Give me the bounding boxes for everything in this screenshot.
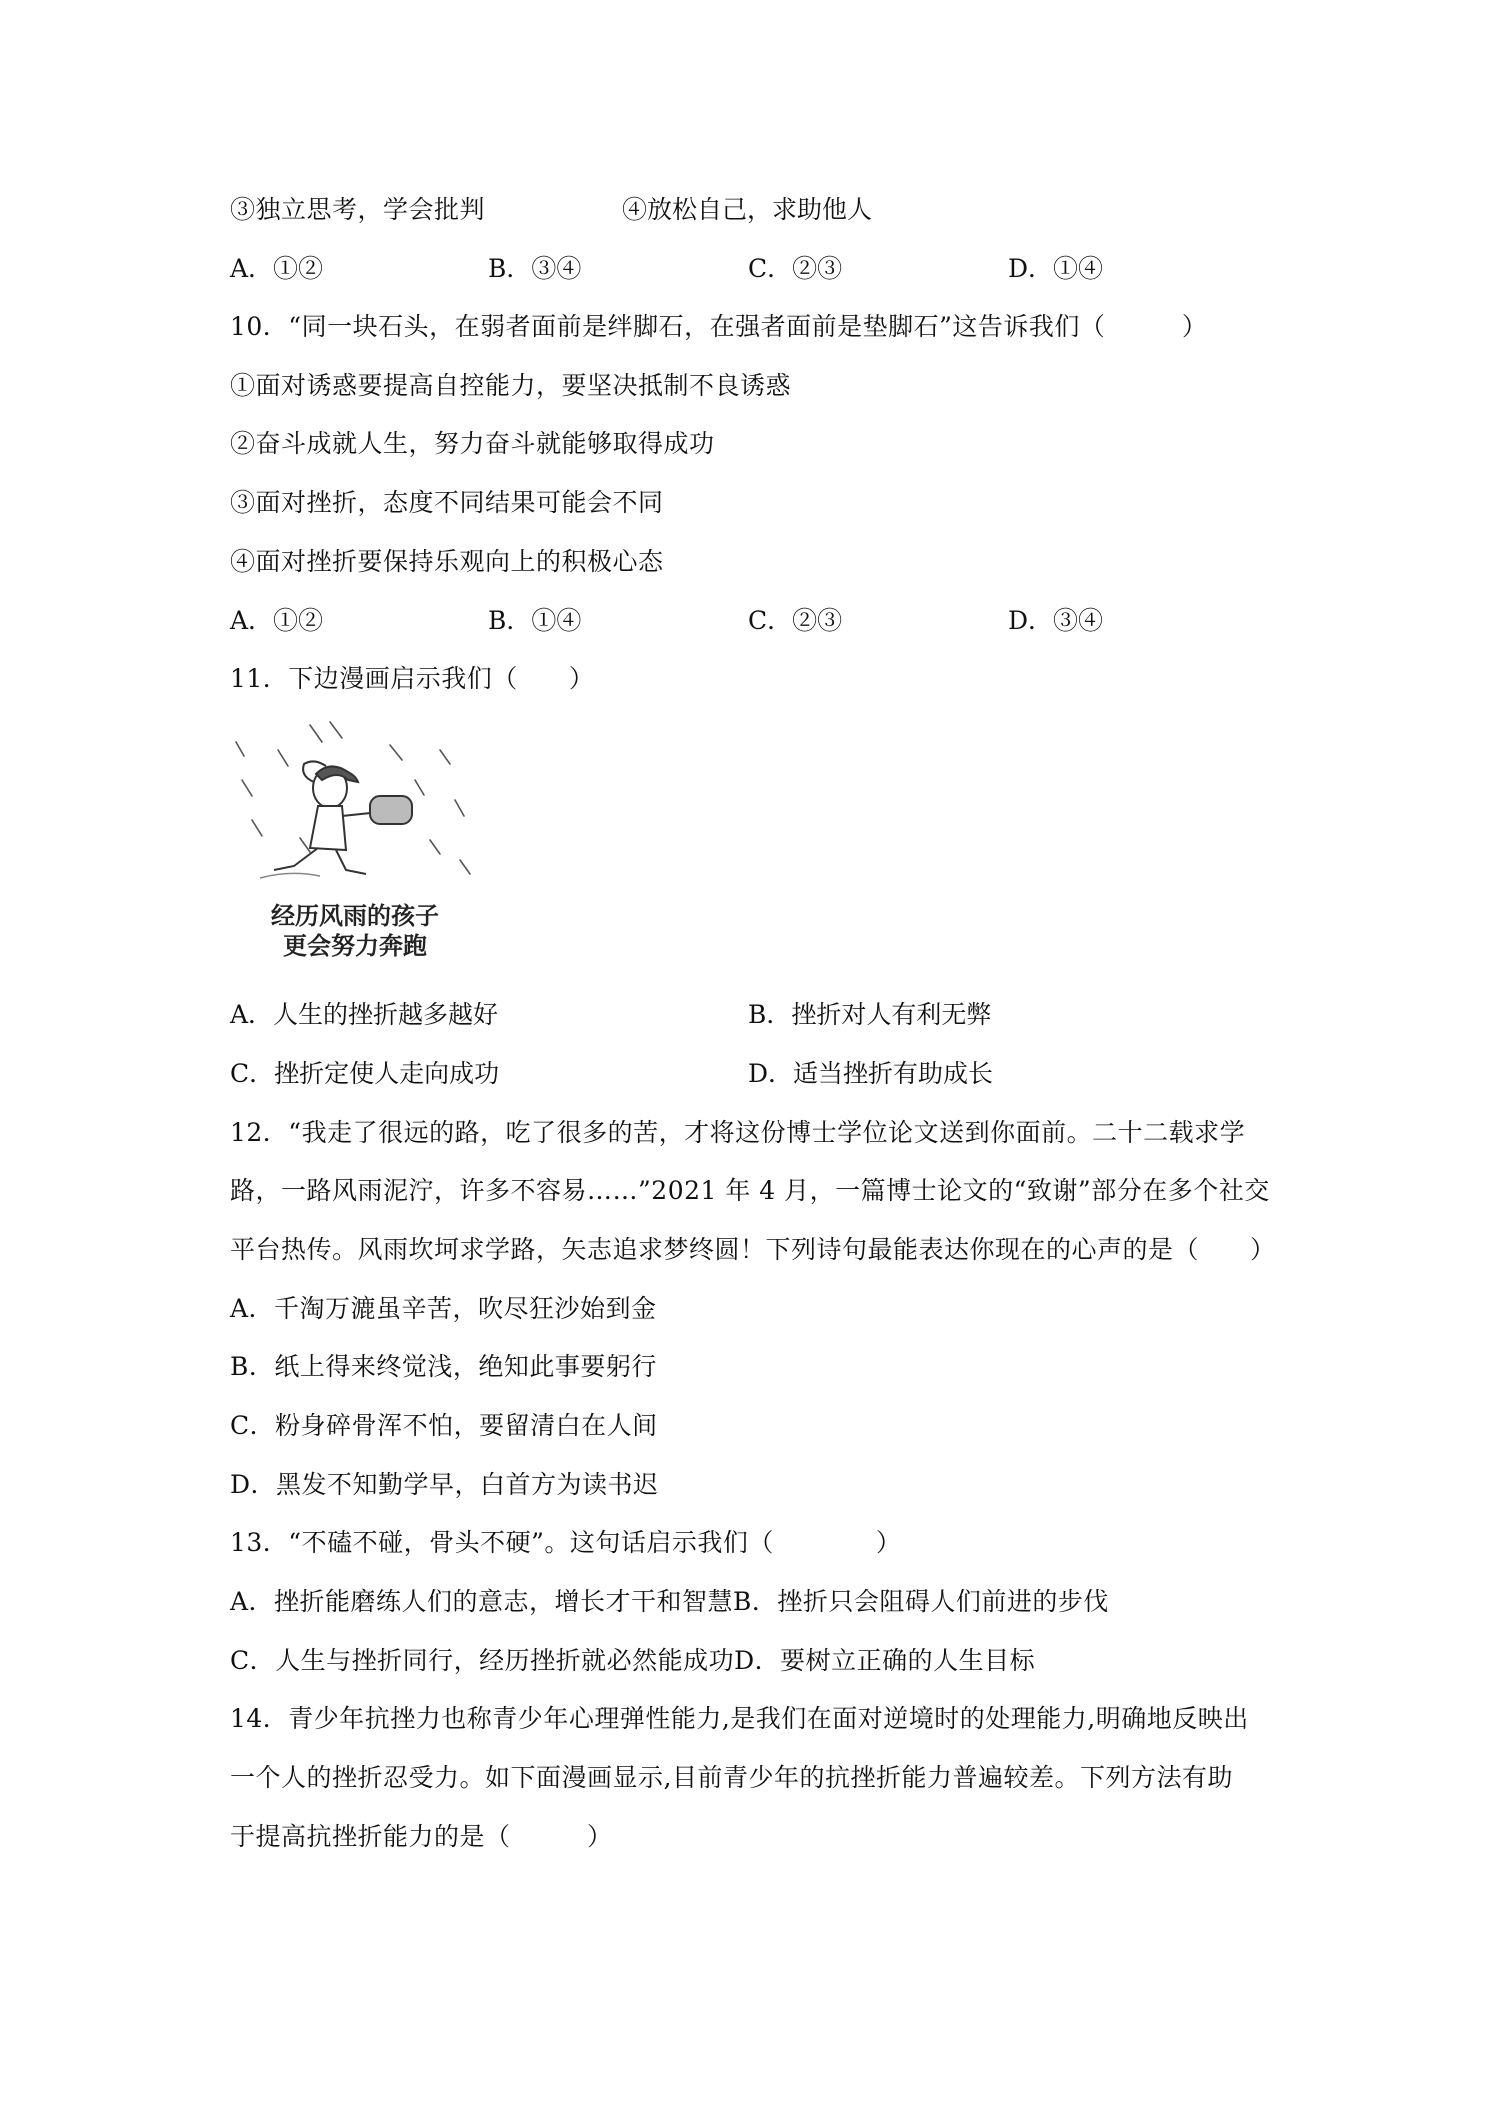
q12-option-a: A．千淘万漉虽辛苦，吹尽狂沙始到金 bbox=[230, 1294, 657, 1323]
q9-statement-4: ④放松自己，求助他人 bbox=[622, 195, 873, 224]
q14-stem-line-3: 于提高抗挫折能力的是（ ） bbox=[230, 1822, 613, 1851]
q10-statement-3: ③面对挫折，态度不同结果可能会不同 bbox=[230, 488, 664, 517]
q10-option-b: B．①④ bbox=[488, 606, 582, 635]
q10-statement-4: ④面对挫折要保持乐观向上的积极心态 bbox=[230, 547, 664, 576]
q14-stem-line-1: 14．青少年抗挫力也称青少年心理弹性能力,是我们在面对逆境时的处理能力,明确地反映出 bbox=[230, 1704, 1249, 1733]
cartoon-running-child-in-rain bbox=[230, 720, 480, 970]
q9-option-d: D．①④ bbox=[1008, 254, 1104, 283]
q9-option-b: B．③④ bbox=[488, 254, 582, 283]
q12-stem-line-2: 路，一路风雨泥泞，许多不容易……”2021 年 4 月，一篇博士论文的“致谢”部分在多个社交 bbox=[230, 1176, 1270, 1205]
q9-option-a: A．①② bbox=[230, 254, 324, 283]
q11-option-a: A．人生的挫折越多越好 bbox=[230, 1000, 499, 1029]
q10-statement-1: ①面对诱惑要提高自控能力，要坚决抵制不良诱惑 bbox=[230, 371, 792, 400]
q13-options-cd: C．人生与挫折同行，经历挫折就必然能成功D．要树立正确的人生目标 bbox=[230, 1646, 1036, 1675]
q13-options-ab: A．挫折能磨练人们的意志，增长才干和智慧B．挫折只会阻碍人们前进的步伐 bbox=[230, 1587, 1109, 1616]
q12-option-b: B．纸上得来终觉浅，绝知此事要躬行 bbox=[230, 1352, 657, 1381]
q9-statement-3: ③独立思考，学会批判 bbox=[230, 195, 486, 224]
cartoon-caption-line-2: 更会努力奔跑 bbox=[283, 932, 427, 960]
q12-stem-line-1: 12．“我走了很远的路，吃了很多的苦，才将这份博士学位论文送到你面前。二十二载求学 bbox=[230, 1118, 1246, 1147]
q10-statement-2: ②奋斗成就人生，努力奋斗就能够取得成功 bbox=[230, 429, 715, 458]
q11-stem: 11．下边漫画启示我们（ ） bbox=[230, 664, 595, 693]
q13-stem: 13．“不磕不碰，骨头不硬”。这句话启示我们（ ） bbox=[230, 1528, 902, 1557]
q11-option-d: D．适当挫折有助成长 bbox=[748, 1059, 994, 1088]
q14-stem-line-2: 一个人的挫折忍受力。如下面漫画显示,目前青少年的抗挫折能力普遍较差。下列方法有助 bbox=[230, 1763, 1233, 1792]
q12-option-c: C．粉身碎骨浑不怕，要留清白在人间 bbox=[230, 1411, 658, 1440]
running-child-image bbox=[230, 720, 480, 900]
q9-option-c: C．②③ bbox=[748, 254, 843, 283]
q12-option-d: D．黑发不知勤学早，白首方为读书迟 bbox=[230, 1470, 659, 1499]
q10-stem: 10．“同一块石头，在弱者面前是绊脚石，在强者面前是垫脚石”这告诉我们（ ） bbox=[230, 312, 1208, 341]
q10-option-d: D．③④ bbox=[1008, 606, 1104, 635]
q11-option-b: B．挫折对人有利无弊 bbox=[748, 1000, 992, 1029]
cartoon-caption-line-1: 经历风雨的孩子 bbox=[271, 902, 439, 930]
q10-option-a: A．①② bbox=[230, 606, 324, 635]
q12-stem-line-3: 平台热传。风雨坎坷求学路，矢志追求梦终圆！下列诗句最能表达你现在的心声的是（ ） bbox=[230, 1235, 1276, 1264]
q10-option-c: C．②③ bbox=[748, 606, 843, 635]
q11-option-c: C．挫折定使人走向成功 bbox=[230, 1059, 500, 1088]
